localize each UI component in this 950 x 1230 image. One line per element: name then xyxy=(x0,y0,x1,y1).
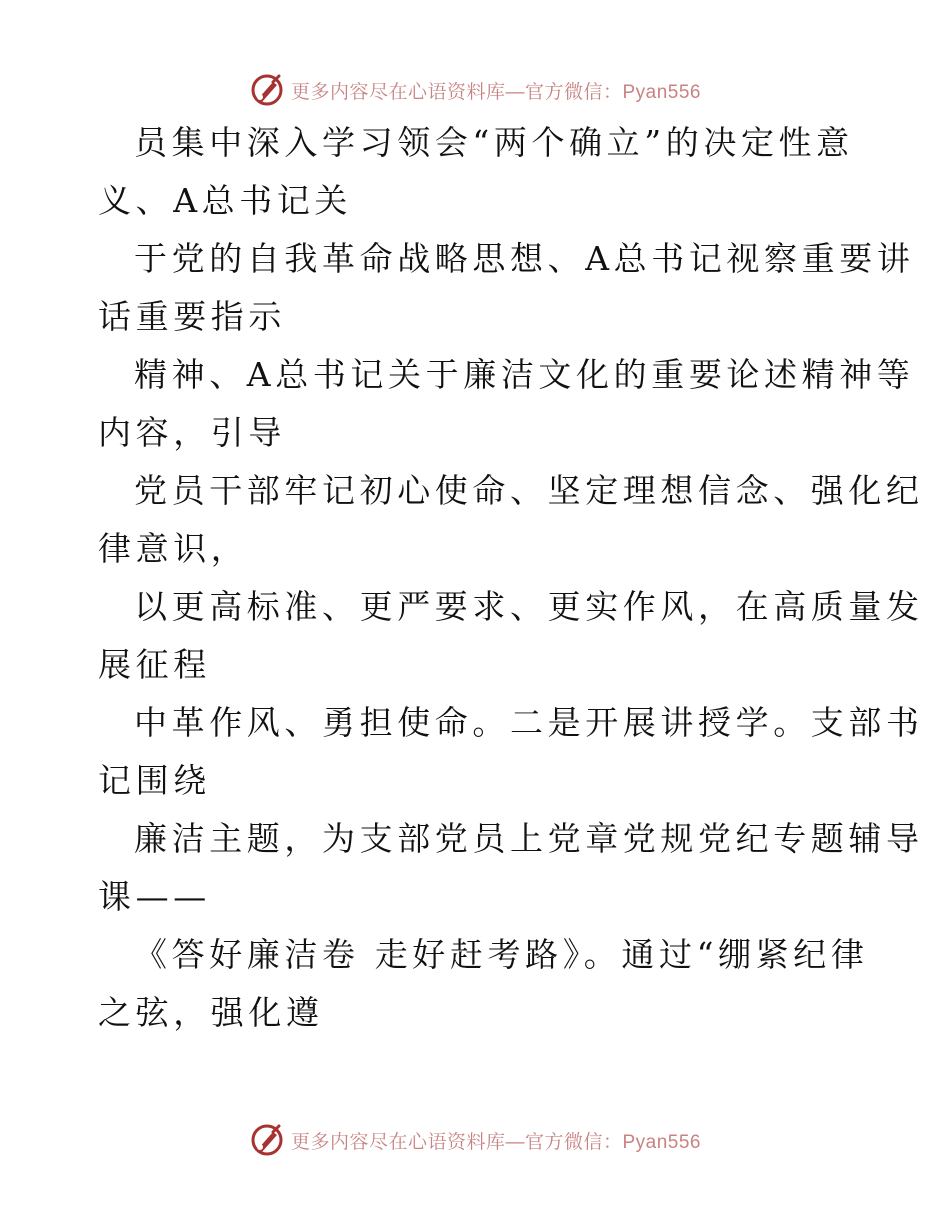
header-banner xyxy=(0,70,950,110)
paragraph-lead-line: 于党的自我革命战略思想、A总书记视察重要讲 xyxy=(134,239,915,278)
paragraph-lead-line: 《答好廉洁卷 走好赶考路》。通过“绷紧纪律 xyxy=(134,935,869,974)
paragraph-tail-line: 话重要指示 xyxy=(98,297,286,336)
paragraph-tail-line: 课—— xyxy=(98,877,211,916)
paragraph-lead-line: 党员干部牢记初心使命、坚定理想信念、强化纪 xyxy=(134,471,924,510)
pen-seal-icon xyxy=(249,1122,285,1158)
paragraph-1 xyxy=(98,114,898,230)
paragraph-5 xyxy=(98,578,924,694)
paragraph-lead-line: 精神、A总书记关于廉洁文化的重要论述精神等 xyxy=(134,355,915,394)
paragraph-2 xyxy=(98,230,915,346)
paragraph-7 xyxy=(98,810,924,926)
footer-brand-text: 更多内容尽在心语资料库—官方微信：Pyan556 xyxy=(290,1131,701,1153)
paragraph-tail-line: 律意识， xyxy=(98,529,249,568)
paragraph-4 xyxy=(98,462,924,578)
paragraph-8 xyxy=(98,926,898,1042)
paragraph-6 xyxy=(98,694,924,810)
header-brand-text: 更多内容尽在心语资料库—官方微信：Pyan556 xyxy=(290,81,701,103)
paragraph-3 xyxy=(98,346,915,462)
paragraph-lead-line: 以更高标准、更严要求、更实作风，在高质量发 xyxy=(134,587,924,626)
paragraph-tail-line: 展征程 xyxy=(98,645,211,684)
paragraph-tail-line: 记围绕 xyxy=(98,761,211,800)
paragraph-tail-line: 义、A总书记关 xyxy=(98,181,353,220)
paragraph-tail-line: 之弦，强化遵 xyxy=(98,993,324,1032)
paragraph-lead-line: 中革作风、勇担使命。二是开展讲授学。支部书 xyxy=(134,703,924,742)
footer-banner xyxy=(0,1120,950,1160)
paragraph-tail-line: 内容，引导 xyxy=(98,413,286,452)
paragraph-lead-line: 廉洁主题，为支部党员上党章党规党纪专题辅导 xyxy=(134,819,924,858)
paragraph-lead-line: 员集中深入学习领会“两个确立”的决定性意 xyxy=(134,123,854,162)
body-text xyxy=(98,114,924,1042)
pen-seal-icon xyxy=(249,72,285,108)
